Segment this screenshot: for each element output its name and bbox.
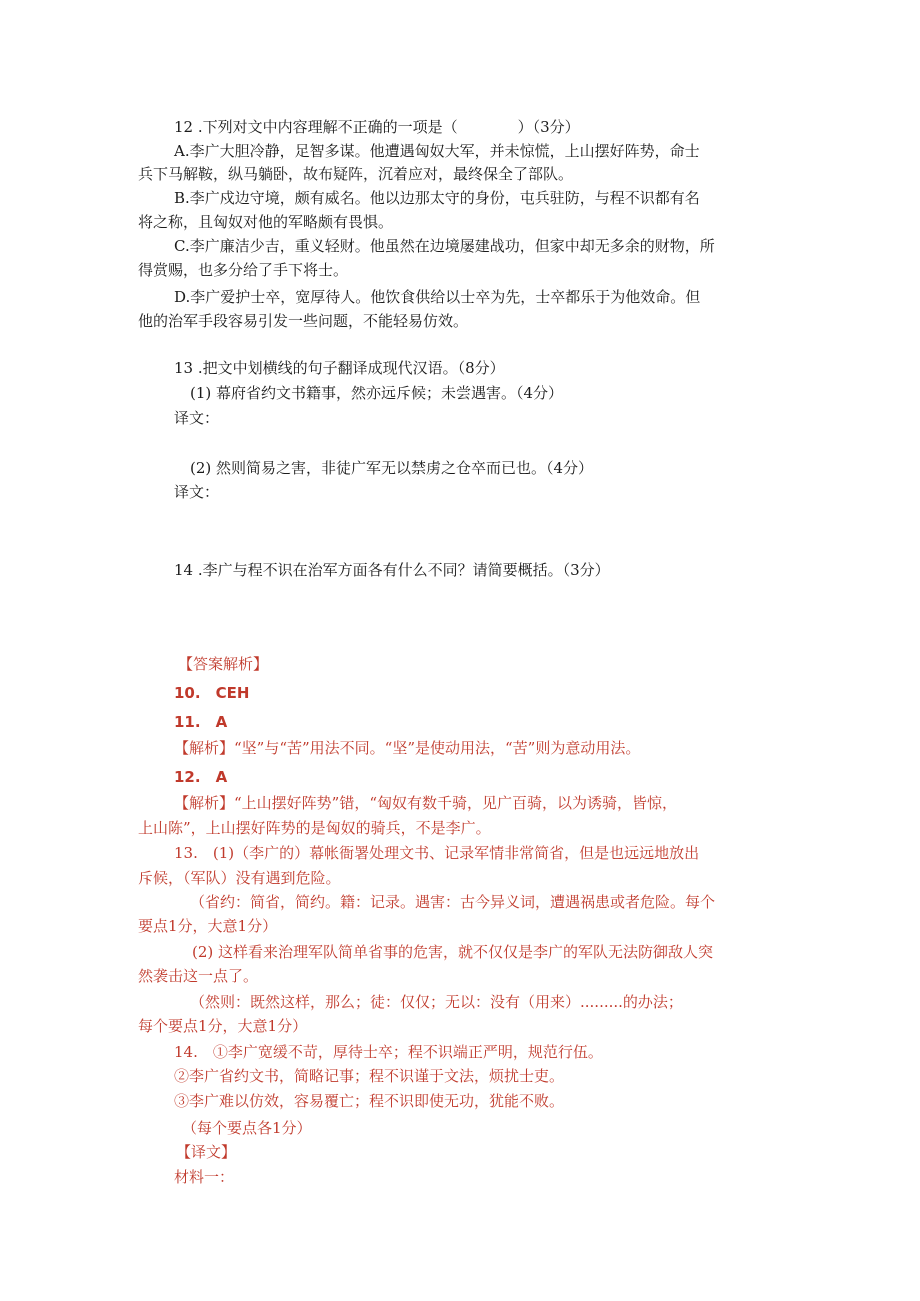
answer-14-point-1: 14. ①李广宽缓不苛，厚待士卒；程不识端正严明，规范行伍。: [174, 1043, 603, 1061]
answer-14-scoring-note: （每个要点各1分）: [182, 1119, 312, 1137]
q12-option-b-line1: B.李广戍边守境，颇有威名。他以边那太守的身份，屯兵驻防，与程不识都有名: [174, 189, 700, 207]
answer-13-1-line1: 13. (1)（李广的）幕帐衙署处理文书、记录军情非常简省，但是也远远地放出: [174, 844, 700, 862]
answer-13-1-note-line2: 要点1分，大意1分）: [138, 917, 278, 935]
q12-option-a-line2: 兵下马解鞍，纵马躺卧，故布疑阵，沉着应对，最终保全了部队。: [138, 165, 574, 183]
q12-option-c-line1: C.李广廉洁少吉，重义轻财。他虽然在边境屡建战功，但家中却无多余的财物，所: [174, 237, 715, 255]
answer-13-2-line2: 然袭击这一点了。: [138, 967, 259, 985]
answer-13-1-line2: 斥候，（军队）没有遇到危险。: [138, 869, 341, 887]
answer-12-explanation-line2: 上山陈”，上山摆好阵势的是匈奴的骑兵，不是李广。: [138, 819, 491, 837]
q13-translation-label-1: 译文：: [174, 409, 220, 427]
q12-option-b-line2: 将之称，且匈奴对他的军略颇有畏惧。: [138, 213, 394, 231]
q12-option-a-line1: A.李广大胆冷静，足智多谋。他遭遇匈奴大军，并未惊慌，上山摆好阵势，命士: [174, 142, 700, 160]
q12-option-c-line2: 得赏赐，也多分给了手下将士。: [138, 261, 349, 279]
answer-13-2-note-line1: （然则：既然这样，那么；徒：仅仅；无以：没有（用来）.........的办法；: [190, 993, 683, 1011]
answer-14-point-3: ③李广难以仿效，容易覆亡；程不识即使无功，犹能不败。: [174, 1092, 565, 1110]
answer-10: 10. CEH: [174, 684, 250, 702]
q13-stem: 13 .把文中划横线的句子翻译成现代汉语。（8分）: [174, 359, 505, 377]
answer-14-point-2: ②李广省约文书，简略记事；程不识谨于文法，烦扰士吏。: [174, 1067, 565, 1085]
answer-12: 12. A: [174, 768, 228, 786]
answer-11: 11. A: [174, 713, 228, 731]
material-one-label: 材料一：: [174, 1168, 235, 1186]
answer-13-2-note-line2: 每个要点1分，大意1分）: [138, 1017, 308, 1035]
q14-stem: 14 .李广与程不识在治军方面各有什么不同？请简要概括。（3分）: [174, 561, 610, 579]
translation-section-header: 【译文】: [176, 1143, 237, 1161]
q12-stem: 12 .下列对文中内容理解不正确的一项是（ ）（3分）: [174, 118, 580, 136]
answer-13-2-line1: (2) 这样看来治理军队简单省事的危害，就不仅仅是李广的军队无法防御敌人突: [192, 943, 714, 961]
q13-sentence-1: (1) 幕府省约文书籍事，然亦远斥候；未尝遇害。（4分）: [190, 384, 564, 402]
answer-12-explanation-line1: 【解析】“上山摆好阵势”错，“匈奴有数千骑，见广百骑，以为诱骑，皆惊，: [174, 794, 678, 812]
q12-option-d-line2: 他的治军手段容易引发一些问题，不能轻易仿效。: [138, 312, 469, 330]
answer-11-explanation: 【解析】“坚”与“苦”用法不同。“坚”是使动用法，“苦”则为意动用法。: [174, 739, 641, 757]
q12-option-d-line1: D.李广爱护士卒，宽厚待人。他饮食供给以士卒为先，士卒都乐于为他效命。但: [174, 288, 701, 306]
answer-13-1-note-line1: （省约：简省，简约。籍：记录。遇害：古今异义词，遭遇祸患或者危险。每个: [190, 893, 716, 911]
q13-translation-label-2: 译文：: [174, 483, 220, 501]
answer-section-header: 【答案解析】: [178, 655, 269, 673]
q13-sentence-2: (2) 然则简易之害，非徒广军无以禁虏之仓卒而已也。（4分）: [190, 459, 594, 477]
